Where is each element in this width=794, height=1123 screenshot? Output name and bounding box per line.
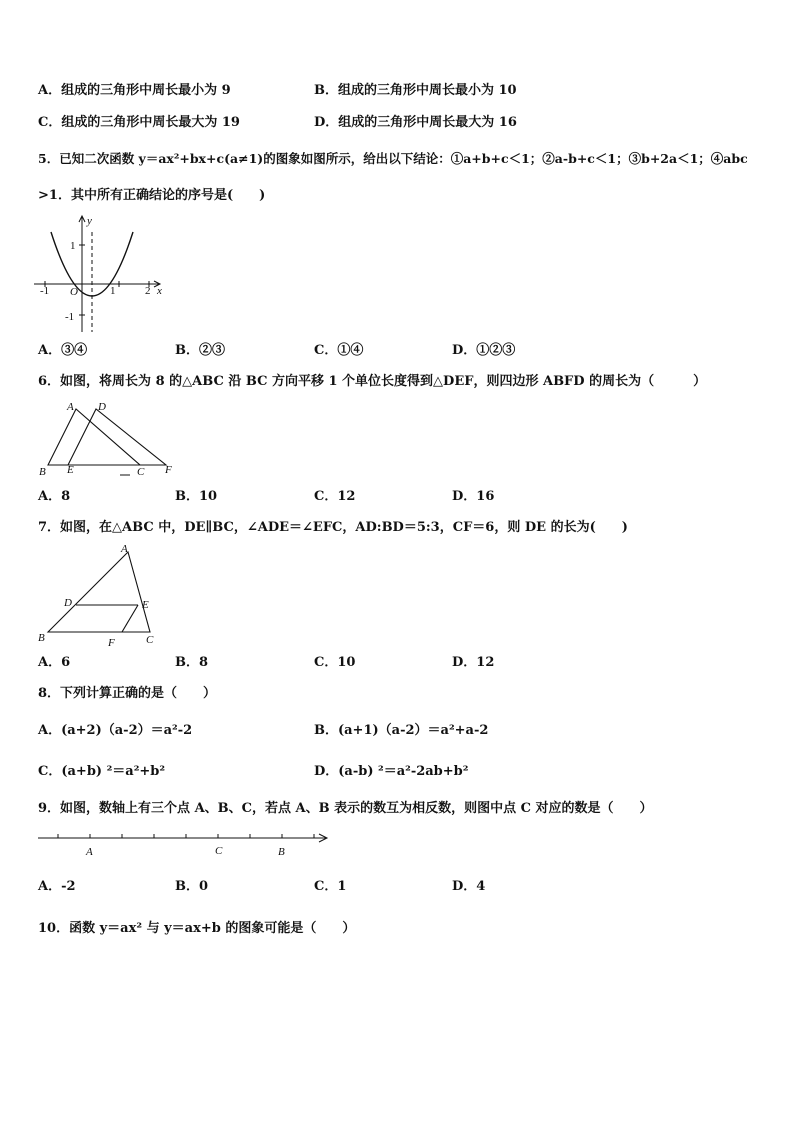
- triangle-abc: [48, 552, 150, 632]
- q6-stem: 6．如图，将周长为 8 的△ABC 沿 BC 方向平移 1 个单位长度得到△DEF，则四边形 ABFD 的周长为（ ）: [38, 374, 707, 389]
- q9-option-c: C．1: [314, 879, 347, 894]
- q7-option-b: B．8: [175, 655, 209, 670]
- q5-option-c: C．①④: [314, 343, 364, 358]
- segment-ef: [122, 605, 138, 632]
- triangle-abc: [48, 409, 140, 465]
- label-a: A: [67, 401, 74, 413]
- tick-label-y-1: 1: [70, 240, 76, 252]
- origin-label: O: [70, 286, 78, 298]
- q4-option-c: C．组成的三角形中周长最大为 19: [38, 115, 240, 130]
- q10-stem: 10．函数 y＝ax² 与 y＝ax+b 的图象可能是（ ）: [38, 921, 356, 936]
- triangle-def: [68, 409, 166, 465]
- tick-label-x-neg1: -1: [40, 285, 50, 297]
- q8-option-d: D．(a-b) ²＝a²-2ab+b²: [314, 764, 469, 779]
- q6-option-c: C．12: [314, 489, 356, 504]
- label-a: A: [121, 543, 128, 555]
- tick-label-y-neg1: -1: [65, 311, 75, 323]
- q8-option-b: B．(a+1)（a-2）＝a²+a-2: [314, 723, 489, 738]
- q5-option-b: B．②③: [175, 343, 225, 358]
- q7-option-a: A．6: [38, 655, 71, 670]
- q5-option-a: A．③④: [38, 343, 88, 358]
- q6-translation-figure: [36, 399, 186, 479]
- q7-stem: 7．如图，在△ABC 中，DE∥BC，∠ADE＝∠EFC，AD:BD＝5:3，CF＝6，则 DE 的长为( ): [38, 520, 628, 535]
- label-f: F: [165, 464, 172, 476]
- q8-option-c: C．(a+b) ²＝a²+b²: [38, 764, 166, 779]
- label-c: C: [137, 466, 145, 478]
- label-e: E: [142, 599, 149, 611]
- q9-option-b: B．0: [175, 879, 209, 894]
- q7-option-c: C．10: [314, 655, 356, 670]
- x-axis: [34, 281, 160, 287]
- point-a-label: A: [86, 846, 93, 858]
- point-c-label: C: [215, 845, 223, 857]
- q5-parabola-figure: [32, 210, 172, 335]
- point-b-label: B: [278, 846, 285, 858]
- q9-stem: 9．如图，数轴上有三个点 A、B、C，若点 A、B 表示的数互为相反数，则图中点 C 对应的数是（ ）: [38, 801, 653, 816]
- x-axis-label: x: [157, 285, 162, 297]
- y-axis-label: y: [87, 215, 92, 227]
- q4-option-a: A．组成的三角形中周长最小为 9: [38, 83, 231, 98]
- q8-option-a: A．(a+2)（a-2）＝a²-2: [38, 723, 193, 738]
- q9-option-d: D．4: [452, 879, 486, 894]
- q4-option-d: D．组成的三角形中周长最大为 16: [314, 115, 517, 130]
- q9-option-a: A．-2: [38, 879, 76, 894]
- q7-triangle-figure: [34, 540, 164, 650]
- label-f: F: [108, 637, 115, 649]
- q7-option-d: D．12: [452, 655, 495, 670]
- q9-number-line-figure: [34, 827, 334, 863]
- tick-label-x-2: 2: [145, 285, 151, 297]
- label-b: B: [39, 466, 46, 478]
- q6-option-d: D．16: [452, 489, 495, 504]
- label-e: E: [67, 464, 74, 476]
- label-d: D: [64, 597, 72, 609]
- q5-stem-line1: 5．已知二次函数 y＝ax²+bx+c(a≠1)的图象如图所示，给出以下结论：①a+b+c＜1；②a-b+c＜1；③b+2a＜1；④abc: [38, 151, 748, 166]
- tick-label-x-1: 1: [110, 285, 116, 297]
- q6-option-b: B．10: [175, 489, 218, 504]
- tick-marks: [45, 245, 149, 315]
- q8-stem: 8．下列计算正确的是（ ）: [38, 686, 217, 701]
- q5-option-d: D．①②③: [452, 343, 516, 358]
- q6-option-a: A．8: [38, 489, 71, 504]
- label-b: B: [38, 632, 45, 644]
- q4-option-b: B．组成的三角形中周长最小为 10: [314, 83, 517, 98]
- q5-stem-line2: >1．其中所有正确结论的序号是( ): [38, 188, 266, 203]
- label-c: C: [146, 634, 154, 646]
- number-line-ticks: [58, 834, 314, 838]
- label-d: D: [98, 401, 106, 413]
